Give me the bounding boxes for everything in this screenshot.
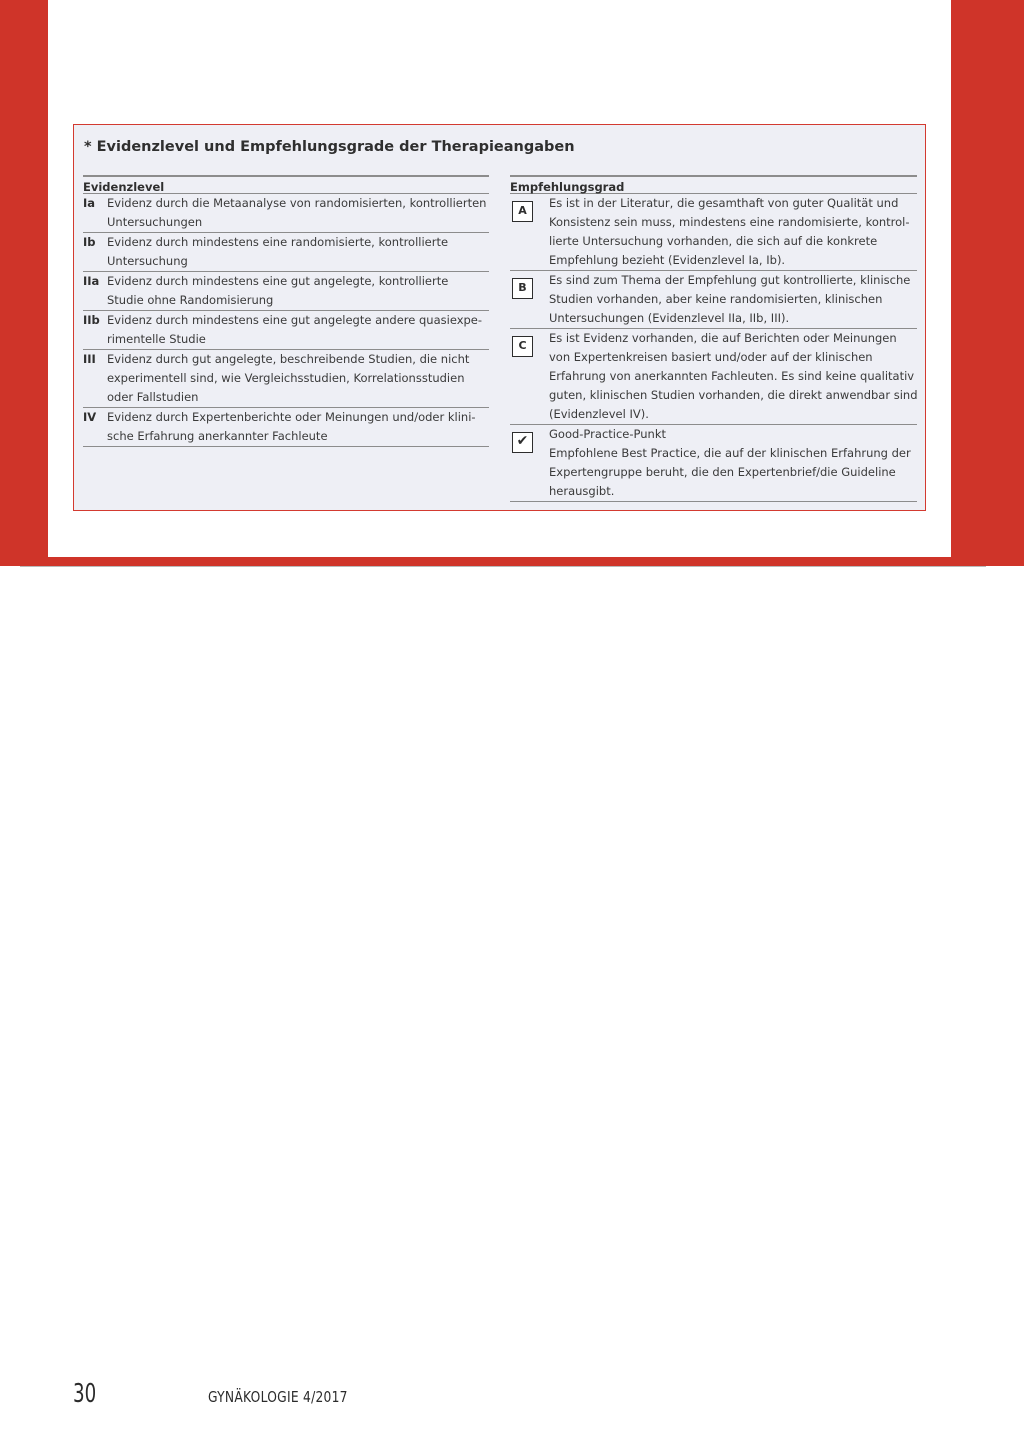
evidence-code: Ib [83,235,96,249]
evidence-code: Ia [83,196,96,210]
recommendation-row-b [510,271,917,329]
evidence-code: IV [83,410,97,424]
recommendation-row-good-practice [510,425,917,502]
evidence-code: III [83,352,96,366]
grade-badge: B [512,278,533,299]
recommendation-description: Es sind zum Thema der Empfehlung gut kontrollierte, klinische Studien vorhanden, aber keine randomisierten, klinischen Untersuchungen (Evidenzlevel IIa, IIb, III). [549,273,911,325]
evidence-description: Evidenz durch mindestens eine gut angelegte andere quasiexpe- rimentelle Studie [107,313,483,346]
page-number: 30 [73,1379,97,1409]
recommendation-description: Good-Practice-Punkt Empfohlene Best Practice, die auf der klinischen Erfahrung der Expertengruppe beruht, die den Expertenbrief/die Guideline herausgibt. [549,427,911,498]
red-frame-left [0,0,48,566]
recommendation-description: Es ist in der Literatur, die gesamthaft von guter Qualität und Konsistenz sein muss, mindestens eine randomisierte, kontrol- lierte Untersuchung vorhanden, die sich auf die konkrete Empfehlung bezieht (Evidenzlevel Ia, Ib). [549,196,910,267]
evidence-row-ib [83,233,489,272]
evidence-description: Evidenz durch mindestens eine randomisierte, kontrollierte Untersuchung [107,235,449,268]
recommendation-description: Es ist Evidenz vorhanden, die auf Berichten oder Meinungen von Expertenkreisen basiert und/oder auf der klinischen Erfahrung von anerkannten Fachleuten. Es sind keine qualitativ guten, klinischen Studien vorhanden, die direkt anwendbar sind (Evidenzlevel IV). [549,331,918,421]
recommendation-grade-heading: Empfehlungsgrad [510,175,917,194]
red-frame-bottom [0,557,1024,566]
frame-shadow-line [20,566,986,567]
box-title: * Evidenzlevel und Empfehlungsgrade der Therapieangaben [84,139,575,155]
evidence-row-iia [83,272,489,311]
grade-badge: A [512,201,533,222]
evidence-row-iii [83,350,489,408]
recommendation-row-c [510,329,917,425]
checkmark-icon: ✔ [512,432,533,453]
evidence-code: IIb [83,313,100,327]
evidence-description: Evidenz durch mindestens eine gut angelegte, kontrollierte Studie ohne Randomisierung [107,274,449,307]
evidence-row-iv [83,408,489,447]
recommendation-grade-column [510,175,917,502]
red-frame-right [951,0,1024,566]
evidence-row-iib [83,311,489,350]
recommendation-row-a [510,194,917,271]
evidence-row-ia [83,194,489,233]
grade-badge: C [512,336,533,357]
journal-issue: GYNÄKOLOGIE 4/2017 [208,1388,348,1406]
evidence-level-heading: Evidenzlevel [83,175,489,194]
evidence-description: Evidenz durch gut angelegte, beschreibende Studien, die nicht experimentell sind, wie Vergleichsstudien, Korrelationsstudien oder Fallstudien [107,352,470,404]
evidence-description: Evidenz durch Expertenberichte oder Meinungen und/oder klini- sche Erfahrung anerkannter Fachleute [107,410,476,443]
evidence-code: IIa [83,274,100,288]
evidence-info-box [73,124,926,511]
evidence-description: Evidenz durch die Metaanalyse von randomisierten, kontrollierten Untersuchungen [107,196,487,229]
evidence-level-column [83,175,489,447]
